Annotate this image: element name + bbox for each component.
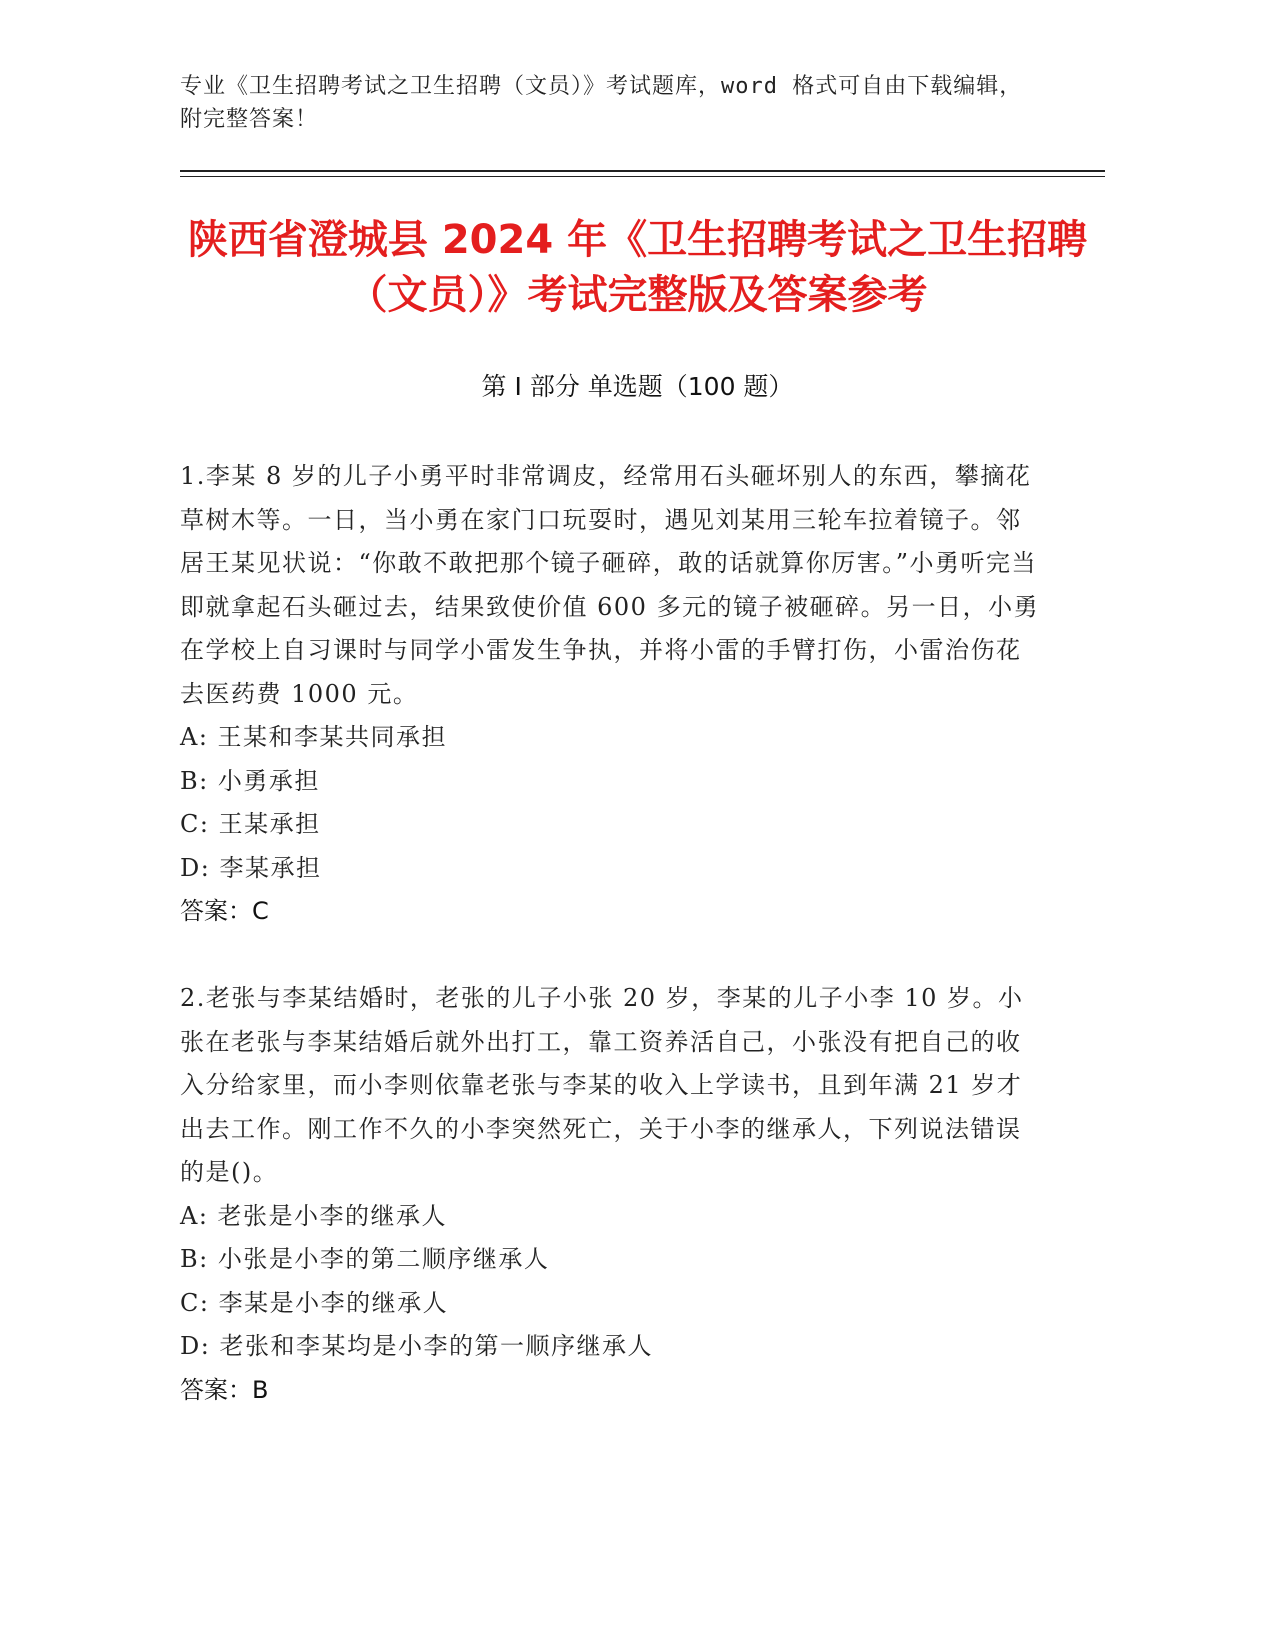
option-c: C: 李某是小李的继承人 <box>180 1288 449 1317</box>
question-stem: 2.老张与李某结婚时，老张的儿子小张 20 岁，李某的儿子小李 10 岁。小张在老张与李某结婚后就外出打工，靠工资养活自己，小张没有把自己的收入分给家里，而小李则依靠老张与李某的收入上学读书，且到年满 21 岁才出去工作。刚工作不久的小李突然死亡，关于小李的继承人，下列说法错误的是()。 <box>180 984 1024 1186</box>
option-d: D: 李某承担 <box>180 853 322 882</box>
question-stem: 1.李某 8 岁的儿子小勇平时非常调皮，经常用石头砸坏别人的东西，攀摘花草树木等。一日，当小勇在家门口玩耍时，遇见刘某用三轮车拉着镜子。邻居王某见状说：“你敢不敢把那个镜子砸碎，敢的话就算你厉害。”小勇听完当即就拿起石头砸过去，结果致使价值 600 多元的镜子被砸碎。另一日，小勇在学校上自习课时与同学小雷发生争执，并将小雷的手臂打伤，小雷治伤花去医药费 1000 元。 <box>180 462 1040 708</box>
answer: 答案：B <box>180 1375 269 1404</box>
option-a: A: 王某和李某共同承担 <box>180 723 448 751</box>
question-item <box>180 455 1040 934</box>
option-d: D: 老张和李某均是小李的第一顺序继承人 <box>180 1332 653 1360</box>
document-title: 陕西省澄城县 2024 年《卫生招聘考试之卫生招聘（文员）》考试完整版及答案参考 <box>187 217 1088 318</box>
header-note: 专业《卫生招聘考试之卫生招聘（文员）》考试题库，word 格式可自由下载编辑，附完整答案！ <box>180 74 1023 132</box>
option-a: A: 老张是小李的继承人 <box>180 1201 448 1230</box>
answer: 答案：C <box>180 897 269 925</box>
header-divider-thin <box>180 176 1105 177</box>
option-b: B: 小张是小李的第二顺序继承人 <box>180 1245 550 1273</box>
section-title: 第 I 部分 单选题（100 题） <box>481 372 794 401</box>
question-item <box>180 977 1040 1412</box>
option-c: C: 王某承担 <box>180 810 321 838</box>
header-divider-thick <box>180 170 1105 172</box>
option-b: B: 小勇承担 <box>180 766 320 795</box>
